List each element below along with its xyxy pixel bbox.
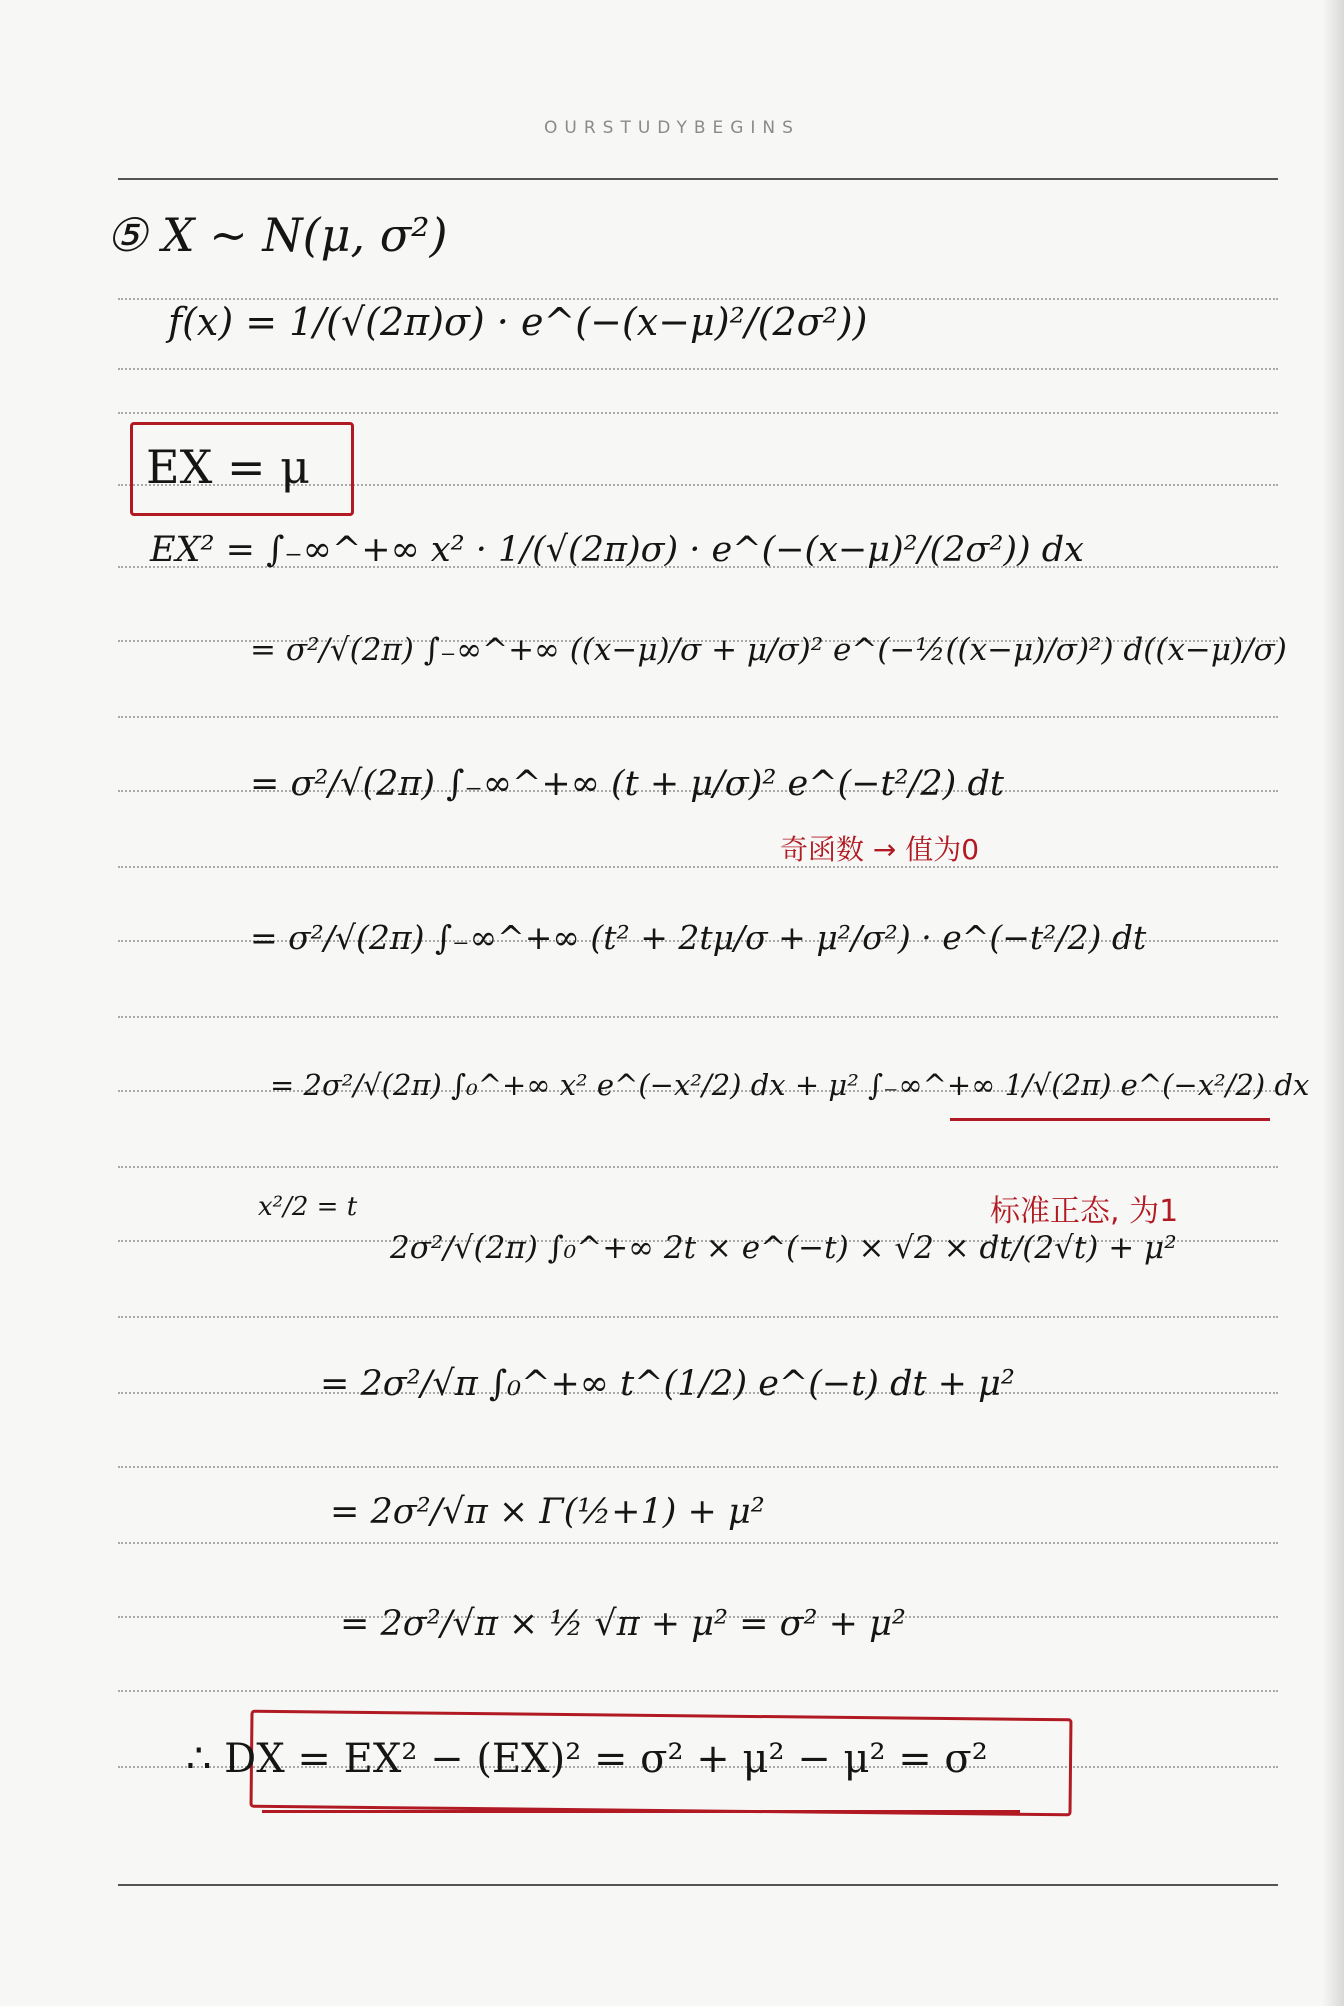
expansion-step-5: = 2σ²/√(2π) ∫₀^+∞ x² e^(−x²/2) dx + μ² ∫₋∞^+∞ 1/√(2π) e^(−x²/2) dx (270, 1068, 1310, 1102)
expansion-step-3: = σ²/√(2π) ∫₋∞^+∞ (t + μ/σ)² e^(−t²/2) dt (250, 764, 1004, 804)
header-rule (118, 178, 1278, 180)
ruled-line (118, 866, 1278, 868)
ruled-line (118, 1316, 1278, 1318)
ruled-line (118, 1542, 1278, 1544)
distribution-line: ⑤ X ~ N(μ, σ²) (106, 208, 448, 262)
density-formula: f(x) = 1/(√(2π)σ) · e^(−(x−μ)²/(2σ²)) (168, 300, 868, 344)
substitution-label: x²/2 = t (258, 1192, 358, 1222)
expansion-step-4: = σ²/√(2π) ∫₋∞^+∞ (t² + 2tμ/σ + μ²/σ²) · e^(−t²/2) dt (250, 918, 1147, 957)
expansion-step-2: = σ²/√(2π) ∫₋∞^+∞ ((x−μ)/σ + μ/σ)² e^(−½((x−μ)/σ)²) d((x−μ)/σ) (250, 632, 1287, 668)
expansion-step-9: = 2σ²/√π × ½ √π + μ² = σ² + μ² (340, 1604, 906, 1644)
mean-result: EX = μ (146, 440, 311, 494)
odd-function-note: 奇函数 → 值为0 (780, 833, 980, 866)
ruled-line (118, 412, 1278, 414)
expansion-step-1: EX² = ∫₋∞^+∞ x² · 1/(√(2π)σ) · e^(−(x−μ)²/(2σ²)) dx (150, 530, 1084, 570)
footer-rule (118, 1884, 1278, 1886)
ruled-line (118, 716, 1278, 718)
ruled-line (118, 1690, 1278, 1692)
standard-normal-underline (950, 1118, 1270, 1121)
variance-underline (262, 1810, 1020, 1813)
expansion-step-6: 2σ²/√(2π) ∫₀^+∞ 2t × e^(−t) × √2 × dt/(2√t) + μ² (390, 1230, 1177, 1266)
standard-normal-note: 标准正态, 为1 (990, 1194, 1179, 1229)
variance-result: ∴ DX = EX² − (EX)² = σ² + μ² − μ² = σ² (186, 1736, 988, 1782)
ruled-line (118, 1466, 1278, 1468)
expansion-step-7: = 2σ²/√π ∫₀^+∞ t^(1/2) e^(−t) dt + μ² (320, 1364, 1015, 1404)
ruled-line (118, 1166, 1278, 1168)
notebook-header: OURSTUDYBEGINS (544, 118, 800, 138)
expansion-step-8: = 2σ²/√π × Γ(½+1) + μ² (330, 1492, 765, 1532)
ruled-line (118, 1016, 1278, 1018)
ruled-line (118, 368, 1278, 370)
